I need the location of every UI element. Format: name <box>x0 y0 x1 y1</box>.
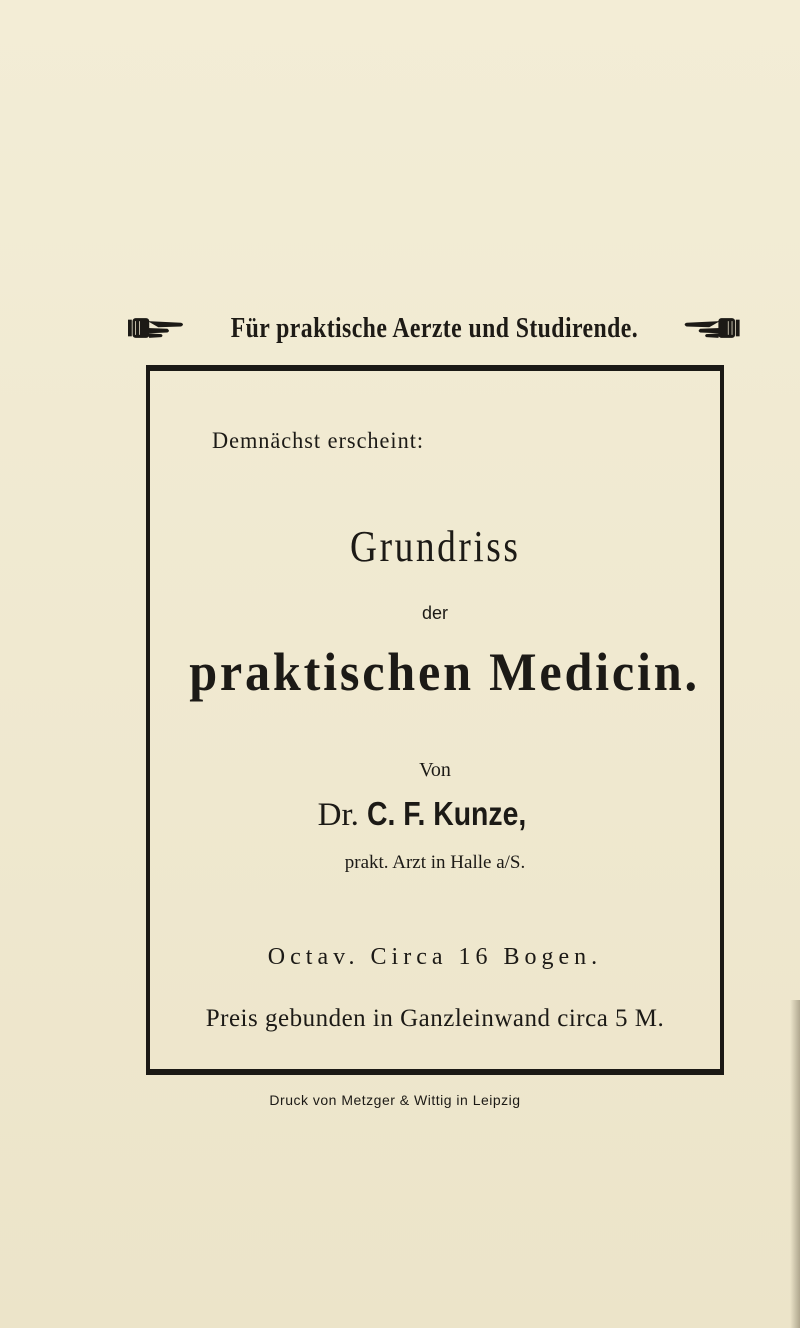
announcement-frame <box>146 365 724 1075</box>
header-line <box>128 304 740 352</box>
by-label: Von <box>419 759 451 781</box>
book-title-medicin: praktischen Medicin. <box>189 642 701 702</box>
book-title-line-2 <box>130 641 760 703</box>
pointing-hand-right-icon <box>128 311 186 345</box>
book-title-connector: der <box>421 603 448 623</box>
header-title: Für praktische Aerzte und Studirende. <box>230 311 638 344</box>
printer-imprint: Druck von Metzger & Wittig in Leipzig <box>269 1092 521 1108</box>
book-price: Preis gebunden in Ganzleinwand circa 5 M. <box>205 1005 665 1032</box>
book-title-line-1 <box>150 521 720 572</box>
page-edge-shadow <box>790 1000 800 1328</box>
pointing-hand-left-icon <box>682 311 740 345</box>
book-format: Octav. Circa 16 Bogen. <box>267 944 603 970</box>
book-title-grundriss: Grundriss <box>349 522 521 571</box>
author-line <box>150 795 720 834</box>
author-name: C. F. Kunze, <box>367 795 527 832</box>
announcement-lead: Demnächst erscheint: <box>212 428 425 453</box>
author-prefix: Dr. <box>317 797 359 833</box>
author-affiliation: prakt. Arzt in Halle a/S. <box>344 852 526 873</box>
